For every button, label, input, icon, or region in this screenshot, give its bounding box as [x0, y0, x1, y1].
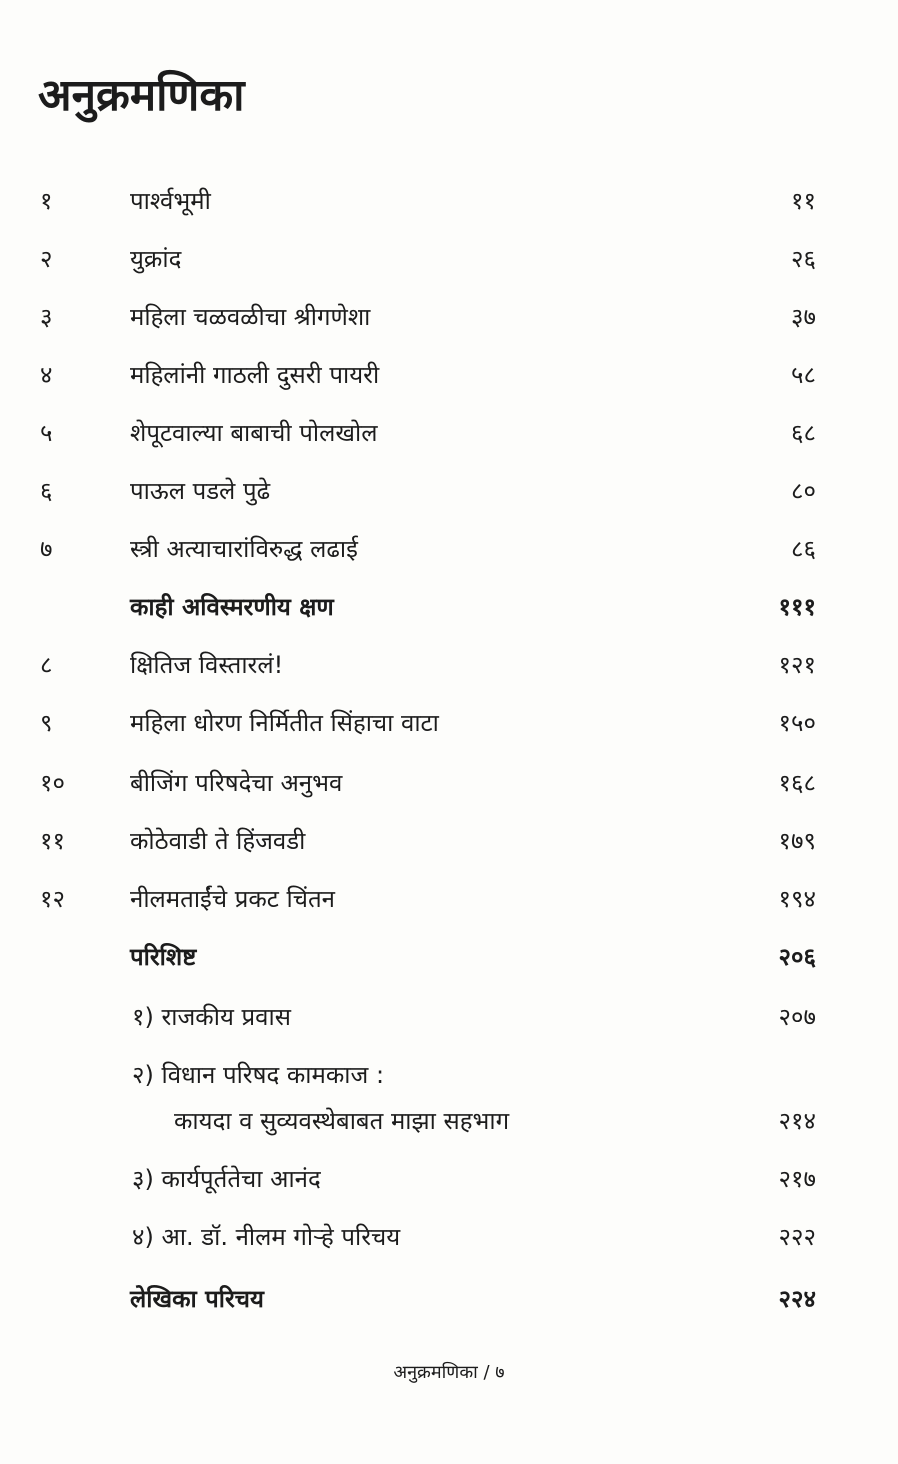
page-number: ११ [791, 187, 816, 215]
page-number: ८६ [791, 535, 816, 563]
chapter-number: २ [40, 245, 53, 273]
chapter-title: क्षितिज विस्तारलं! [130, 651, 284, 679]
appendix-item-subtitle: कायदा व सुव्यवस्थेबाबत माझा सहभाग [174, 1107, 510, 1135]
appendix-item-title: ३) कार्यपूर्ततेचा आनंद [132, 1165, 321, 1193]
page-number: २१४ [778, 1107, 816, 1135]
appendix-item-title: ४) आ. डॉ. नीलम गोऱ्हे परिचय [132, 1223, 401, 1251]
toc-entry-12 [0, 876, 898, 922]
toc-entry-9 [0, 700, 898, 746]
page-number: २२४ [778, 1285, 816, 1313]
page-number: ६८ [791, 419, 816, 447]
toc-section-memorable-moments [0, 584, 898, 630]
page-number: २०६ [778, 943, 816, 971]
chapter-number: ५ [40, 419, 53, 447]
page-number: १५० [778, 709, 816, 737]
toc-entry-5 [0, 410, 898, 456]
section-title: परिशिष्ट [130, 943, 197, 971]
toc-appendix-item-1 [0, 994, 898, 1040]
toc-entry-10 [0, 760, 898, 806]
chapter-number: ७ [40, 535, 53, 563]
chapter-number: ९ [40, 709, 53, 737]
chapter-number: ११ [40, 827, 65, 855]
toc-appendix-item-4 [0, 1214, 898, 1260]
chapter-number: १२ [40, 885, 65, 913]
toc-section-appendix [0, 934, 898, 980]
page-number: २६ [791, 245, 816, 273]
chapter-title: बीजिंग परिषदेचा अनुभव [130, 769, 343, 797]
chapter-number: १० [40, 769, 65, 797]
page-number: १२१ [778, 651, 816, 679]
chapter-number: ८ [40, 651, 53, 679]
chapter-number: ४ [40, 361, 53, 389]
page-number: २२२ [778, 1223, 816, 1251]
section-title: लेखिका परिचय [130, 1285, 264, 1313]
page-number: ५८ [791, 361, 816, 389]
chapter-title: महिला चळवळीचा श्रीगणेशा [130, 303, 371, 331]
page-number: १११ [778, 593, 816, 621]
page-footer: अनुक्रमणिका / ७ [393, 1362, 505, 1383]
appendix-item-title: १) राजकीय प्रवास [132, 1003, 291, 1031]
page-title: अनुक्रमणिका [38, 70, 245, 121]
toc-entry-3 [0, 294, 898, 340]
chapter-title: महिला धोरण निर्मितीत सिंहाचा वाटा [130, 709, 439, 737]
toc-appendix-item-3 [0, 1156, 898, 1202]
chapter-title: पाऊल पडले पुढे [130, 477, 271, 505]
page-number: १७९ [778, 827, 816, 855]
toc-entry-7 [0, 526, 898, 572]
toc-section-author-intro [0, 1276, 898, 1322]
chapter-title: स्त्री अत्याचारांविरुद्ध लढाई [130, 535, 358, 563]
appendix-item-title: २) विधान परिषद कामकाज : [132, 1061, 385, 1089]
page-number: १९४ [778, 885, 816, 913]
toc-entry-2 [0, 236, 898, 282]
page-number: २०७ [778, 1003, 816, 1031]
toc-entry-8 [0, 642, 898, 688]
page-number: २१७ [778, 1165, 816, 1193]
chapter-number: ६ [40, 477, 53, 505]
toc-entry-11 [0, 818, 898, 864]
chapter-title: शेपूटवाल्या बाबाची पोलखोल [130, 419, 378, 447]
chapter-title: युक्रांद [130, 245, 182, 273]
page-number: ८० [791, 477, 816, 505]
chapter-number: ३ [40, 303, 53, 331]
toc-entry-6 [0, 468, 898, 514]
chapter-title: पार्श्वभूमी [130, 187, 211, 215]
section-title: काही अविस्मरणीय क्षण [130, 593, 334, 621]
toc-entry-1 [0, 178, 898, 224]
chapter-title: नीलमताईंचे प्रकट चिंतन [130, 885, 335, 913]
chapter-title: कोठेवाडी ते हिंजवडी [130, 827, 306, 855]
page-number: १६८ [778, 769, 816, 797]
chapter-number: १ [40, 187, 53, 215]
toc-appendix-item-2 [0, 1052, 898, 1144]
chapter-title: महिलांनी गाठली दुसरी पायरी [130, 361, 380, 389]
page-number: ३७ [791, 303, 816, 331]
toc-entry-4 [0, 352, 898, 398]
